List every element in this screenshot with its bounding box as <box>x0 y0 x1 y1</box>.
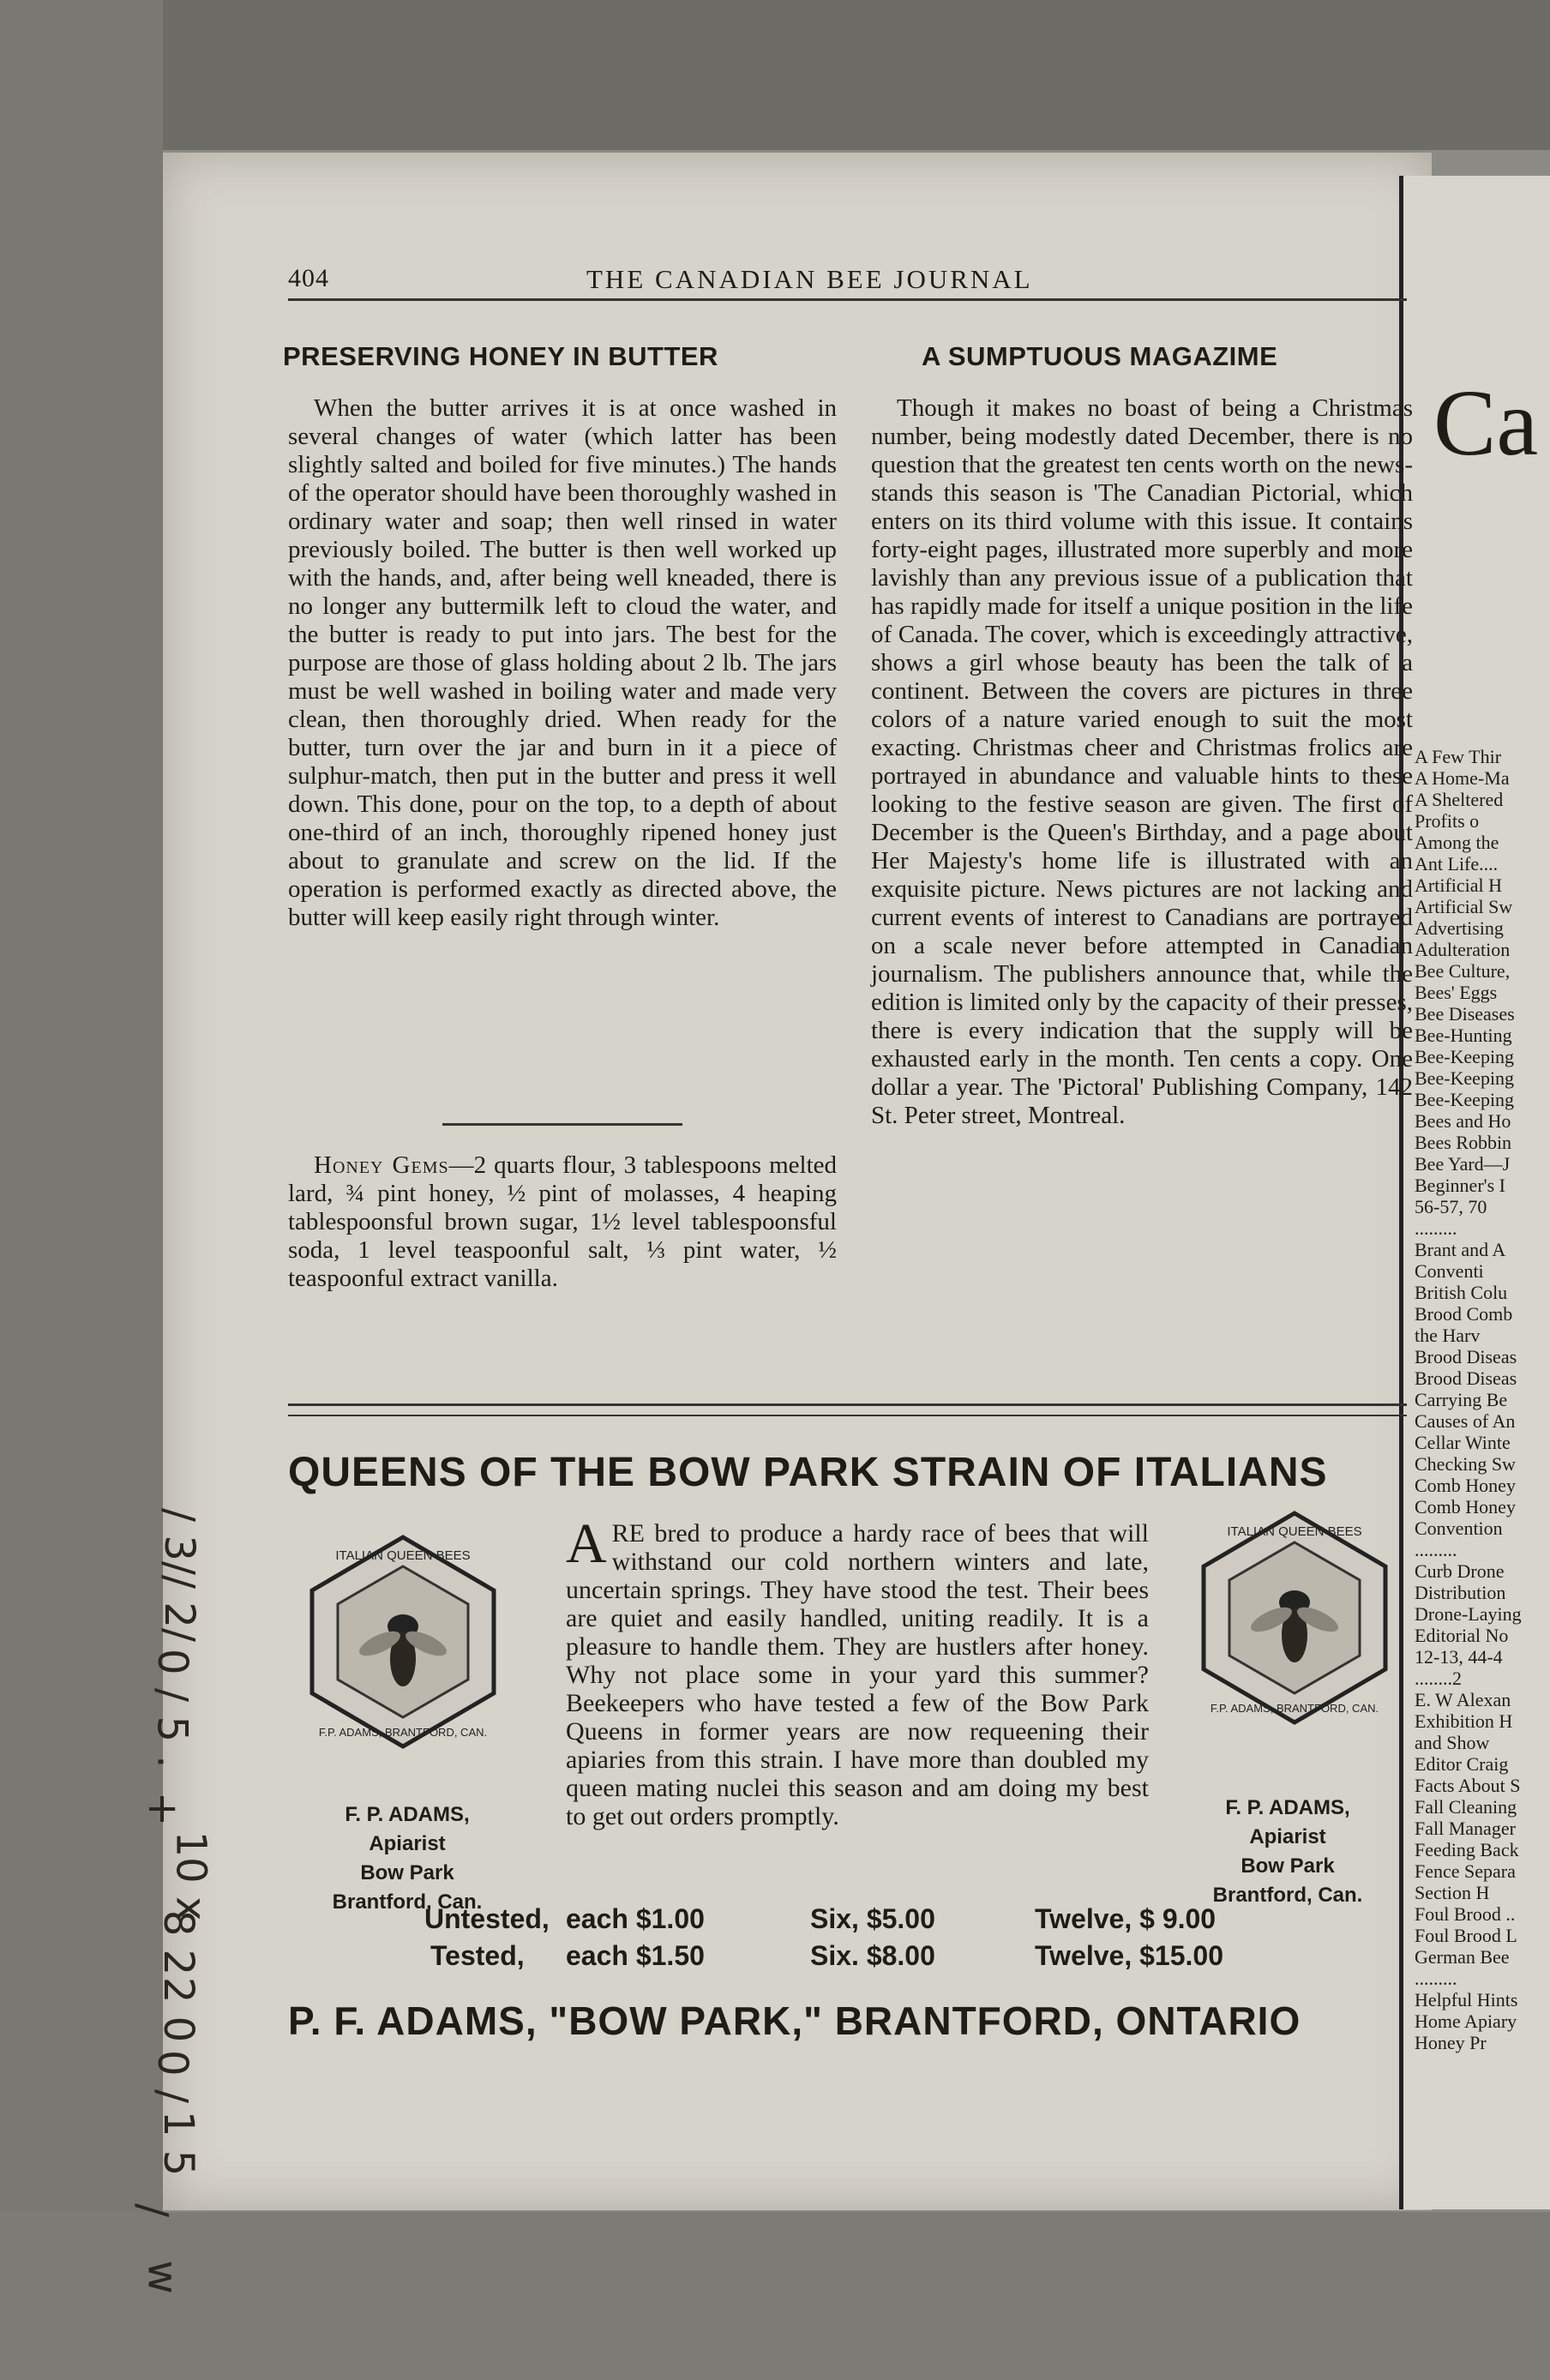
recipe-label: Honey Gems <box>314 1151 449 1179</box>
margin-note: + <box>139 1791 188 1827</box>
advert-dropcap: A <box>566 1512 607 1575</box>
apiarist-location: Brantford, Can. <box>1212 1884 1363 1907</box>
apiarist-location: Brantford, Can. <box>332 1890 483 1914</box>
facing-index-entry: Among the <box>1415 832 1499 853</box>
facing-index-entry: Brood Diseas <box>1415 1367 1517 1389</box>
facing-index-entry: Distribution <box>1415 1582 1506 1603</box>
facing-index-entry: 12-13, 44-4 <box>1415 1646 1503 1668</box>
facing-index-entry: Fence Separa <box>1415 1860 1516 1882</box>
facing-index-entry: E. W Alexan <box>1415 1689 1511 1710</box>
price-each-tested: each $1.50 <box>566 1940 705 1971</box>
margin-note: / 2/ <box>155 1574 204 1643</box>
advert-title: QUEENS OF THE BOW PARK STRAIN OF ITALIANS <box>288 1450 1328 1495</box>
facing-page-index <box>1415 746 1550 2053</box>
honey-gems-recipe <box>288 1151 837 1293</box>
facing-index-entry: and Show <box>1415 1732 1490 1753</box>
facing-index-entry: Bee-Keeping <box>1415 1046 1515 1067</box>
apiarist-farm: Bow Park <box>1241 1854 1335 1878</box>
facing-index-entry: Causes of An <box>1415 1410 1516 1432</box>
facing-index-entry: Bee Yard—J <box>1415 1153 1511 1175</box>
margin-note: 0 / <box>147 1649 196 1702</box>
facing-index-entry: Brant and A <box>1415 1239 1506 1260</box>
running-header <box>288 257 1407 300</box>
facing-index-entry: Foul Brood .. <box>1415 1903 1516 1925</box>
facing-index-entry: Curb Drone <box>1415 1560 1505 1582</box>
facing-index-entry: Foul Brood L <box>1415 1925 1517 1946</box>
film-border-bottom <box>0 2212 1550 2380</box>
facing-index-entry: Checking Sw <box>1415 1453 1516 1475</box>
advert-footer: P. F. ADAMS, "BOW PARK," BRANTFORD, ONTARIO <box>288 1998 1301 2043</box>
facing-index-entry: Convention <box>1415 1518 1503 1539</box>
margin-note: 2 0 <box>154 1976 203 2043</box>
facing-index-entry: Comb Honey <box>1415 1496 1516 1518</box>
price-six-tested: Six. $8.00 <box>810 1940 935 1971</box>
facing-index-entry: German Bee <box>1415 1946 1510 1968</box>
advert-body <box>566 1512 1149 1830</box>
page-number: 404 <box>288 264 329 292</box>
facing-index-entry: Beginner's I <box>1415 1175 1505 1196</box>
badge-bottom-text-right: F.P. ADAMS, BRANTFORD, CAN. <box>1210 1702 1379 1715</box>
facing-index-entry: Feeding Back <box>1415 1839 1519 1860</box>
facing-index-entry: Bee Diseases <box>1415 1003 1515 1025</box>
price-twelve-untested: Twelve, $ 9.00 <box>1035 1903 1217 1934</box>
facing-index-entry: Honey Pr <box>1415 2032 1487 2053</box>
facing-index-entry: Carrying Be <box>1415 1389 1508 1410</box>
journal-title: THE CANADIAN BEE JOURNAL <box>586 264 1033 294</box>
apiarist-block-left <box>296 1800 519 1917</box>
price-twelve-tested: Twelve, $15.00 <box>1035 1940 1223 1971</box>
header-rule <box>288 298 1407 301</box>
apiarist-name: F. P. ADAMS, <box>345 1803 470 1826</box>
facing-index-entry: Cellar Winte <box>1415 1432 1511 1453</box>
badge-top-text-right: ITALIAN QUEEN BEES <box>1227 1524 1362 1539</box>
facing-index-entry: Advertising <box>1415 917 1504 939</box>
facing-index-entry: Bees' Eggs <box>1415 982 1498 1003</box>
price-label-untested: Untested, <box>424 1903 550 1934</box>
facing-index-entry: Bees and Ho <box>1415 1110 1511 1132</box>
recipe-text: —2 quarts flour, 3 tablespoons melted lard, ¾ pint honey, ½ pint of molasses, 4 heaping tablespoonsful brown sugar, 1½ level tablespoonsful soda, 1 level teaspoonful salt, ⅓ pint water, ½ teaspoonful extract vanilla. <box>288 1151 837 1292</box>
badge-top-text: ITALIAN QUEEN BEES <box>335 1548 471 1563</box>
facing-index-entry: Adulteration <box>1415 939 1511 960</box>
facing-index-entry: Fall Manager <box>1415 1818 1516 1839</box>
price-each-untested: each $1.00 <box>566 1903 705 1934</box>
facing-index-entry: Bee-Keeping <box>1415 1089 1515 1110</box>
right-article-body <box>871 394 1413 1130</box>
facing-index-entry: Editor Craig <box>1415 1753 1509 1775</box>
facing-index-entry: Editorial No <box>1415 1625 1509 1646</box>
facing-index-entry: Section H <box>1415 1882 1490 1903</box>
facing-index-entry: A Sheltered <box>1415 789 1504 810</box>
left-article-body <box>288 394 837 932</box>
facing-index-entry: ........2 <box>1415 1668 1462 1689</box>
facing-index-entry: Brood Comb <box>1415 1303 1513 1325</box>
film-border-top <box>0 0 1550 150</box>
facing-index-entry: Helpful Hints <box>1415 1989 1518 2010</box>
margin-note: / <box>129 2203 177 2218</box>
facing-index-entry: A Few Thir <box>1415 746 1502 767</box>
facing-index-entry: A Home-Ma <box>1415 767 1510 789</box>
facing-index-entry: Exhibition H <box>1415 1710 1513 1732</box>
facing-index-entry: Comb Honey <box>1415 1475 1516 1496</box>
left-article-text: When the butter arrives it is at once washed in several changes of water (which latter has been slightly salted and boiled for five minutes.) The hands of the operator should have been thoroughly washed in ordinary water and soap; then well rinsed in water previously boiled. The butter is then well worked up with the hands, and, after being well kneaded, there is no longer any buttermilk left to cloud the water, and the butter is ready to put into jars. The best for the purpose are those of glass holding about 2 lb. The jars must be well washed in boiling water and made very clean, then thoroughly dried. When ready for the butter, turn over the jar and burn in it a piece of sulphur-match, then put in the butter and press it well down. This done, pour on the top, to a depth of about one-third of an inch, thoroughly ripened honey just about to granulate and screw on the lid. If the operation is performed exactly as directed above, the butter will keep easily right through winter. <box>288 394 837 931</box>
price-label-tested: Tested, <box>430 1940 525 1971</box>
left-article-heading: PRESERVING HONEY IN BUTTER <box>283 341 718 371</box>
advert-top-rule <box>288 1403 1407 1416</box>
facing-index-entry: Home Apiary <box>1415 2010 1517 2032</box>
facing-index-entry: Conventi <box>1415 1260 1484 1282</box>
facing-index-entry: Brood Diseas <box>1415 1346 1517 1367</box>
facing-index-entry: ......... <box>1415 1217 1457 1239</box>
apiarist-role: Apiarist <box>369 1832 446 1855</box>
margin-note: / 3/ <box>155 1507 204 1576</box>
margin-note: 5 . <box>147 1716 196 1769</box>
facing-page-title: Ca <box>1433 370 1539 475</box>
facing-index-entry: Bee Culture, <box>1415 960 1511 982</box>
facing-index-entry: Artificial H <box>1415 874 1503 896</box>
margin-note: 8 2 <box>154 1909 203 1976</box>
apiarist-block-right <box>1176 1794 1399 1910</box>
facing-index-entry: Artificial Sw <box>1415 896 1513 917</box>
advert-text: RE bred to produce a hardy race of bees that will withstand our cold northern winters and late, uncertain springs. They have stood the test. Their bees are quiet and easily handled, uniting readily. It is a pleasure to handle them. They are hustlers after honey. Why not place some in your yard this summer? Beekeepers who have tested a few of the Bow Park Queens in former years are now requeening their apiaries from this strain. I have more than doubled my queen mating nuclei this season and am doing my best to get out orders promptly. <box>566 1519 1149 1830</box>
film-border-left <box>0 0 163 2380</box>
margin-note: 0 / <box>147 2050 196 2103</box>
facing-index-entry: ......... <box>1415 1968 1457 1989</box>
facing-index-entry: Facts About S <box>1415 1775 1521 1796</box>
facing-index-entry: ......... <box>1415 1539 1457 1560</box>
right-article-heading: A SUMPTUOUS MAGAZIME <box>922 341 1278 371</box>
right-article-text: Though it makes no boast of being a Christmas number, being modestly dated December, there is no question that the greatest ten cents worth on the news-stands this season is 'The Canadian Pictorial, which enters on its third volume with this issue. It contains forty-eight pages, illustrated more superbly and more lavishly than any previous issue of a publication that has rapidly made for itself a unique position in the life of Canada. The cover, which is exceedingly attractive, shows a girl whose beauty has been the talk of a continent. Between the covers are pictures in three colors of a nature varied enough to suit the most exacting. Christmas cheer and Christmas frolics are portrayed in abundance and valuable hints to these looking to the festive season are given. The first of December is the Queen's Birthday, and a page about Her Majesty's home life is illustrated with an exquisite picture. News pictures are not lacking and current events of interest to Canadians are portrayed on a scale never before attempted in Canadian journalism. The publishers announce that, while the edition is limited only by the capacity of their presses, there is every indication that the supply will be exhausted early in the month. Ten cents a copy. One dollar a year. The 'Pictoral' Publishing Company, 142 St. Peter street, Montreal. <box>871 394 1413 1129</box>
facing-index-entry: Fall Cleaning <box>1415 1796 1517 1818</box>
queen-bee-badge-left <box>291 1530 514 1753</box>
facing-index-entry: British Colu <box>1415 1282 1508 1303</box>
apiarist-role: Apiarist <box>1249 1825 1326 1848</box>
price-six-untested: Six, $5.00 <box>810 1903 935 1934</box>
facing-index-entry: Profits o <box>1415 810 1480 832</box>
section-divider <box>442 1123 682 1126</box>
facing-index-entry: 56-57, 70 <box>1415 1196 1487 1217</box>
badge-bottom-text: F.P. ADAMS, BRANTFORD, CAN. <box>318 1726 488 1739</box>
facing-index-entry: Ant Life.... <box>1415 853 1499 874</box>
facing-index-entry: Bees Robbin <box>1415 1132 1512 1153</box>
margin-note: 1 5 <box>154 2110 203 2177</box>
apiarist-name: F. P. ADAMS, <box>1225 1796 1350 1819</box>
queen-bee-badge-right <box>1183 1506 1406 1729</box>
margin-note: w <box>138 2260 187 2294</box>
margin-note: 10 x <box>166 1830 215 1921</box>
facing-index-entry: Bee-Hunting <box>1415 1025 1512 1046</box>
apiarist-farm: Bow Park <box>360 1861 454 1884</box>
facing-index-entry: the Harv <box>1415 1325 1481 1346</box>
facing-index-entry: Drone-Laying <box>1415 1603 1522 1625</box>
facing-index-entry: Bee-Keeping <box>1415 1067 1515 1089</box>
